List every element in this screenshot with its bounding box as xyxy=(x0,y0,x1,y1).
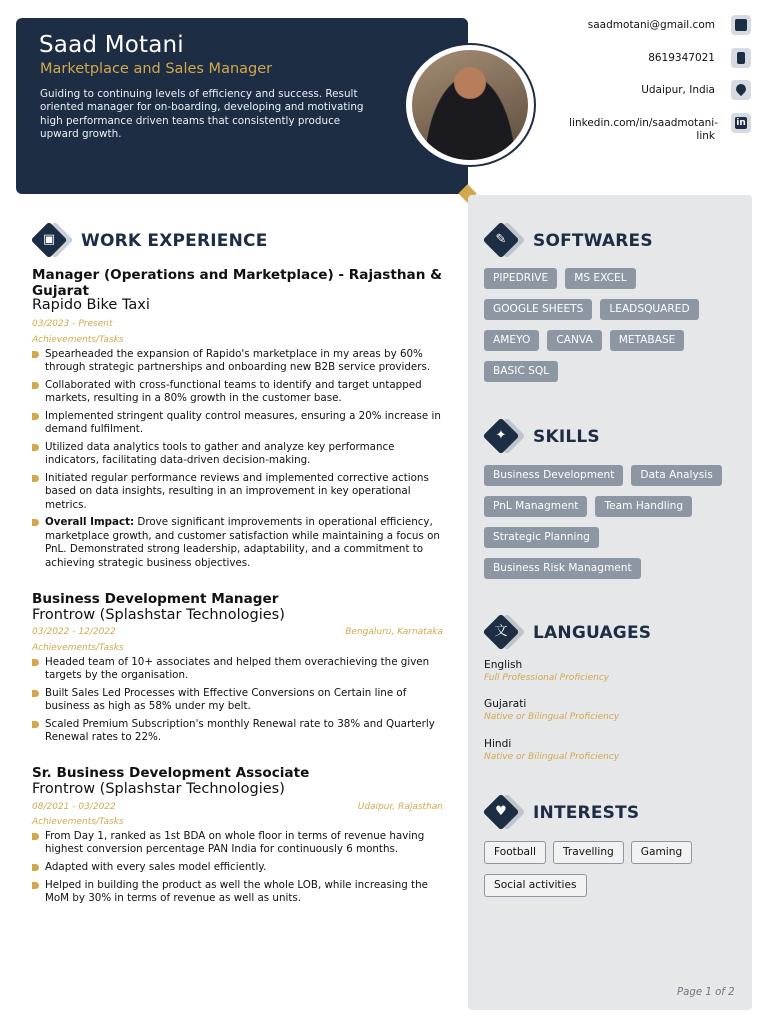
achievements-label: Achievements/Tasks xyxy=(32,643,124,653)
job-title: Manager (Operations and Marketplace) - Rajasthan & Gujarat xyxy=(32,267,442,299)
skill-tag: PnL Managment xyxy=(484,496,587,517)
software-tag: MS EXCEL xyxy=(565,268,635,289)
list-item: Implemented stringent quality control measures, ensuring a 20% increase in demand fulfilment. xyxy=(32,410,444,437)
list-item: Built Sales Led Processes with Effective Conversions on Certain line of business as high as 58% under my belt. xyxy=(32,687,444,714)
interest-tag: Social activities xyxy=(484,874,587,897)
job-dates xyxy=(32,627,443,637)
header-banner xyxy=(16,18,468,194)
interest-tag: Football xyxy=(484,841,546,864)
page-number: Page 1 of 2 xyxy=(677,987,735,998)
briefcase-icon: ▣ xyxy=(32,223,66,257)
candidate-name: Saad Motani xyxy=(39,32,184,58)
list-item: Utilized data analytics tools to gather and analyze key performance indicators, facilitating data-driven decision-making. xyxy=(32,441,444,468)
contact-phone[interactable]: 8619347021 xyxy=(648,52,715,64)
language-name: Gujarati xyxy=(484,698,527,710)
software-tag: GOOGLE SHEETS xyxy=(484,299,592,320)
list-item: Headed team of 10+ associates and helped them overachieving the given targets by the organisation. xyxy=(32,656,444,683)
language-name: English xyxy=(484,659,523,671)
lightbulb-icon: ✦ xyxy=(484,419,518,453)
job-date-range: 08/2021 - 03/2022 xyxy=(32,802,116,812)
summary-text: Guiding to continuing levels of efficiency and success. Result oriented manager for on-boarding, developing and motivating high performance driven teams that consistently produce upward growth. xyxy=(40,88,364,141)
job-bullets xyxy=(32,830,444,910)
skills-heading: SKILLS xyxy=(533,427,600,447)
profile-photo-frame xyxy=(404,43,536,167)
profile-photo xyxy=(412,50,528,160)
list-item: Collaborated with cross-functional teams to identify and target untapped markets, resulting in a 80% growth in the customer base. xyxy=(32,379,444,406)
job-company: Frontrow (Splashstar Technologies) xyxy=(32,607,285,623)
list-item: Helped in building the product as well the whole LOB, while increasing the MoM by 30% in terms of revenue as well as units. xyxy=(32,879,444,906)
language-name: Hindi xyxy=(484,738,512,750)
software-tag: LEADSQUARED xyxy=(600,299,698,320)
list-item: Scaled Premium Subscription's monthly Renewal rate to 38% and Quarterly Renewal rates to 22%. xyxy=(32,718,444,745)
job-bullets xyxy=(32,348,444,574)
software-tag: METABASE xyxy=(610,330,685,351)
skill-tag: Business Risk Managment xyxy=(484,558,641,579)
job-dates xyxy=(32,802,443,812)
language-item xyxy=(484,659,609,683)
linkedin-line-2: link xyxy=(696,130,715,142)
contact-location: Udaipur, India xyxy=(641,84,715,96)
achievements-label: Achievements/Tasks xyxy=(32,817,124,827)
work-experience-heading: WORK EXPERIENCE xyxy=(81,231,268,251)
language-item xyxy=(484,738,619,762)
languages-heading: LANGUAGES xyxy=(533,623,652,643)
language-level: Native or Bilingual Proficiency xyxy=(484,752,620,762)
location-pin-icon xyxy=(731,80,751,100)
interests-heading: INTERESTS xyxy=(533,803,640,823)
language-icon: 文 xyxy=(484,615,518,649)
job-dates xyxy=(32,319,443,329)
language-level: Native or Bilingual Proficiency xyxy=(484,712,620,722)
job-company: Frontrow (Splashstar Technologies) xyxy=(32,781,285,797)
job-location: Bengaluru, Karnataka xyxy=(345,627,443,637)
linkedin-line-1: linkedin.com/in/saadmotani- xyxy=(569,117,718,129)
job-bullets xyxy=(32,656,444,749)
phone-icon xyxy=(731,48,751,68)
software-tag: PIPEDRIVE xyxy=(484,268,557,289)
list-item: From Day 1, ranked as 1st BDA on whole floor in terms of revenue having highest conversion percentage PAN India for continuously 6 months. xyxy=(32,830,444,857)
tools-icon: ✎ xyxy=(484,223,518,257)
software-tag: CANVA xyxy=(547,330,601,351)
skills-tags xyxy=(484,465,734,579)
skill-tag: Team Handling xyxy=(595,496,692,517)
software-tag: AMEYO xyxy=(484,330,539,351)
list-item: Spearheaded the expansion of Rapido's marketplace in my areas by 60% through strategic partnerships and onboarding new B2B service providers. xyxy=(32,348,444,375)
job-location: Udaipur, Rajasthan xyxy=(357,802,443,812)
job-company: Rapido Bike Taxi xyxy=(32,297,150,313)
interests-icon: ♥ xyxy=(484,795,518,829)
skill-tag: Business Development xyxy=(484,465,623,486)
language-item xyxy=(484,698,619,722)
list-item: Initiated regular performance reviews and implemented corrective actions based on data insights, resulting in an improvement in key operational metrics. xyxy=(32,472,444,512)
job-title: Sr. Business Development Associate xyxy=(32,765,310,781)
achievements-label: Achievements/Tasks xyxy=(32,335,124,345)
skill-tag: Data Analysis xyxy=(631,465,721,486)
contact-email[interactable]: saadmotani@gmail.com xyxy=(587,19,715,31)
list-item: Overall Impact: Drove significant improvements in operational efficiency, marketplace growth, and customer satisfaction while maintaining a focus on PnL. Demonstrated strong leadership, adaptability, and a commitment to achieving strategic business objectives. xyxy=(32,516,444,570)
interests-tags xyxy=(484,841,734,897)
softwares-heading: SOFTWARES xyxy=(533,231,653,251)
job-date-range: 03/2022 - 12/2022 xyxy=(32,627,116,637)
software-tag: BASIC SQL xyxy=(484,361,558,382)
job-date-range: 03/2023 - Present xyxy=(32,319,113,329)
envelope-icon xyxy=(731,15,751,35)
interest-tag: Travelling xyxy=(553,841,624,864)
linkedin-icon: in xyxy=(731,113,751,133)
contact-linkedin[interactable] xyxy=(569,117,718,143)
interest-tag: Gaming xyxy=(631,841,692,864)
softwares-tags xyxy=(484,268,734,382)
job-title: Business Development Manager xyxy=(32,591,279,607)
candidate-title: Marketplace and Sales Manager xyxy=(40,61,273,77)
skill-tag: Strategic Planning xyxy=(484,527,599,548)
language-level: Full Professional Proficiency xyxy=(484,673,610,683)
list-item: Adapted with every sales model efficiently. xyxy=(32,861,444,874)
